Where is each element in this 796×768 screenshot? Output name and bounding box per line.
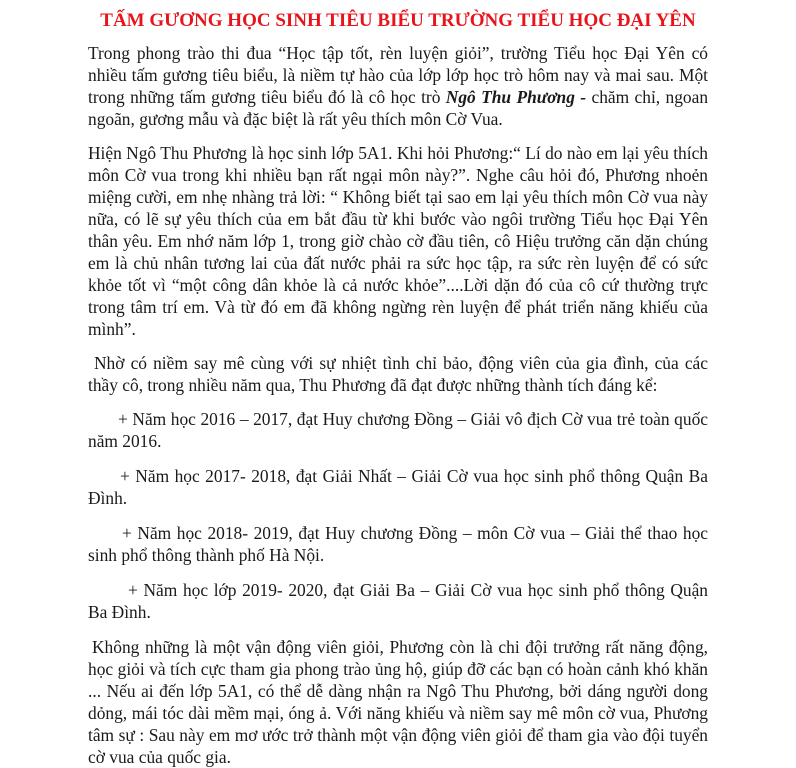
intro-text-before: Trong phong trào thi đua “Học tập tốt, rèn luyện giỏi”, trường Tiểu học Đại Yên có nhiều tấm gương tiêu biểu, là niềm tự hào của lớp lớp học trò hôm nay và mai sau. Một trong những tấm gương tiêu biểu đó là cô học trò [88, 43, 708, 107]
achievement-item: + Năm học 2016 – 2017, đạt Huy chương Đồng – Giải vô địch Cờ vua trẻ toàn quốc năm 2016. [88, 409, 708, 451]
closing-paragraph: Không những là một vận động viên giỏi, Phương còn là chi đội trưởng rất năng động, học giỏi và tích cực tham gia phong trào ủng hộ, giúp đỡ các bạn có hoàn cảnh khó khăn ... Nếu ai đến lớp 5A1, có thể dễ dàng nhận ra Ngô Thu Phương, bởi dáng người dong dỏng, mái tóc dài mềm mại, óng ả. Với năng khiếu và niềm say mê môn cờ vua, Phương tâm sự : Sau này em mơ ước trở thành một vận động viên giỏi để tham gia vào đội tuyển cờ vua của quốc gia. [88, 637, 708, 767]
achievement-item: + Năm học lớp 2019- 2020, đạt Giải Ba – Giải Cờ vua học sinh phổ thông Quận Ba Đình. [88, 580, 708, 622]
achievements-intro-paragraph: Nhờ có niềm say mê cùng với sự nhiệt tình chỉ bảo, động viên của gia đình, của các thầy cô, trong nhiều năm qua, Thu Phương đã đạt được những thành tích đáng kể: [88, 353, 708, 395]
intro-paragraph [88, 42, 708, 130]
achievement-item: + Năm học 2018- 2019, đạt Huy chương Đồng – môn Cờ vua – Giải thể thao học sinh phổ thông thành phố Hà Nội. [88, 523, 708, 565]
interview-paragraph: Hiện Ngô Thu Phương là học sinh lớp 5A1. Khi hỏi Phương:“ Lí do nào em lại yêu thích môn Cờ vua trong khi nhiều bạn rất ngại môn này?”. Nghe câu hỏi đó, Phương nhoẻn miệng cười, em nhẹ nhàng trả lời: “ Không biết tại sao em lại yêu thích môn Cờ vua này nữa, có lẽ sự yêu thích của em bắt đầu từ khi bước vào ngôi trường Tiểu học Đại Yên thân yêu. Em nhớ năm lớp 1, trong giờ chào cờ đầu tiên, cô Hiệu trưởng căn dặn chúng em là chủ nhân tương lai của đất nước phải ra sức học tập, ra sức rèn luyện để có sức khỏe tốt vì “một công dân khỏe là cả nước khỏe”....Lời dặn đó của cô cứ thường trực trong tâm trí em. Và từ đó em đã không ngừng rèn luyện để phát triển năng khiếu của mình”. [88, 143, 708, 339]
intro-text-after: chăm chỉ, ngoan ngoãn, gương mẫu và đặc biệt là rất yêu thích môn Cờ Vua. [88, 87, 709, 129]
page-title: TẤM GƯƠNG HỌC SINH TIÊU BIỂU TRƯỜNG TIỂU HỌC ĐẠI YÊN [100, 10, 696, 31]
achievement-item: + Năm học 2017- 2018, đạt Giải Nhất – Giải Cờ vua học sinh phổ thông Quận Ba Đình. [88, 466, 708, 508]
student-name: Ngô Thu Phương - [445, 87, 587, 107]
